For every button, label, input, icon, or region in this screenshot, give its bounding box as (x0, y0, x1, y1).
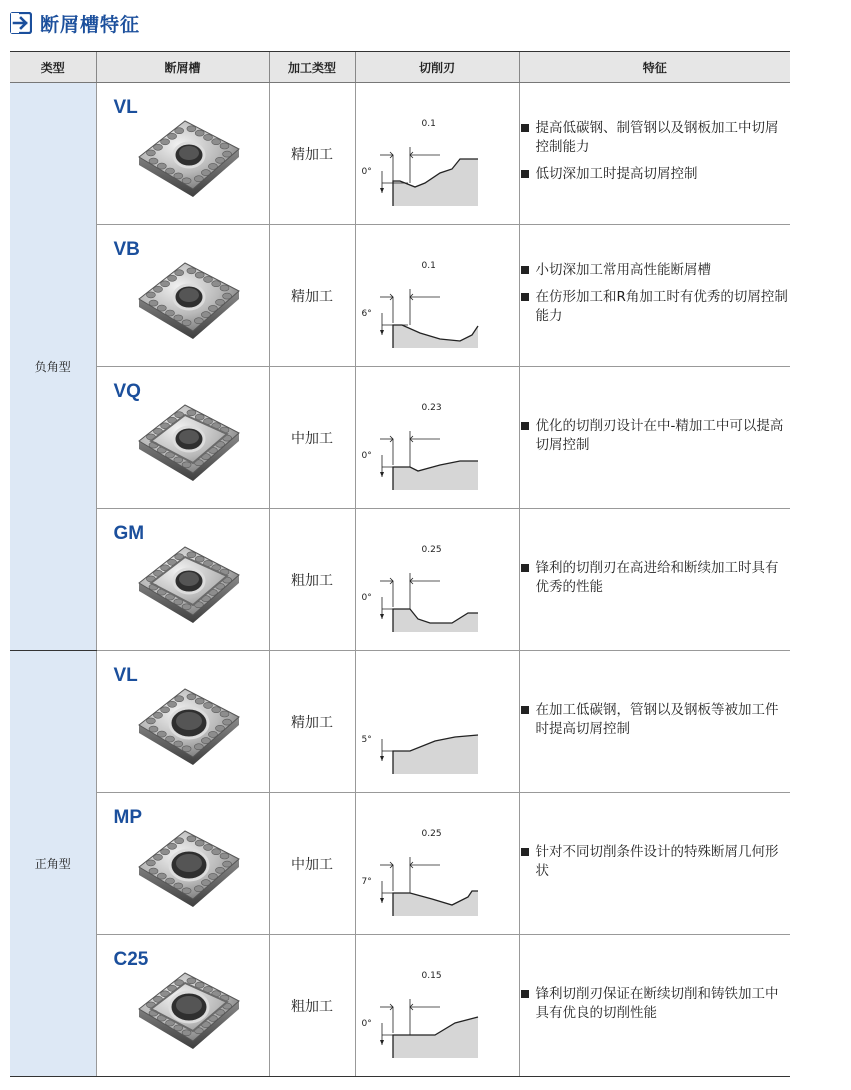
process-label: 精加工 (291, 288, 333, 305)
bullet-square-icon (521, 564, 529, 572)
feature-cell (519, 225, 790, 367)
process-cell (269, 367, 355, 509)
feature-text: 优化的切削刃设计在中-精加工中可以提高切屑控制 (535, 417, 784, 453)
chipbreaker-cell (96, 83, 269, 225)
edge-dimension: 0.25 (421, 829, 442, 839)
feature-text: 锋利切削刃保证在断续切削和铸铁加工中具有优良的切削性能 (535, 985, 779, 1021)
type-cell (10, 651, 96, 1077)
chipbreaker-cell (96, 225, 269, 367)
feature-item (520, 559, 791, 597)
chipbreaker-cell (96, 651, 269, 793)
bullet-square-icon (521, 706, 529, 714)
feature-text: 低切深加工时提高切屑控制 (535, 166, 698, 182)
section-title (10, 8, 140, 38)
process-label: 精加工 (291, 714, 333, 731)
process-label: 中加工 (291, 856, 333, 873)
cutting-edge-diagram (360, 111, 515, 211)
feature-cell (519, 509, 790, 651)
insert-image (127, 255, 247, 347)
chipbreaker-cell (96, 367, 269, 509)
feature-cell (519, 83, 790, 225)
feature-item (520, 261, 791, 280)
process-cell (269, 225, 355, 367)
edge-angle: 5° (361, 735, 372, 745)
bullet-square-icon (521, 293, 529, 301)
feature-item (520, 288, 791, 326)
edge-angle: 0° (361, 1019, 372, 1029)
bullet-square-icon (521, 848, 529, 856)
feature-cell (519, 651, 790, 793)
header-cutting-edge: 切削刃 (355, 52, 519, 83)
insert-image (127, 539, 247, 631)
arrow-right-box-icon (10, 12, 32, 34)
bullet-square-icon (521, 170, 529, 178)
feature-item (520, 417, 791, 455)
feature-item (520, 119, 791, 157)
table-row (10, 509, 790, 651)
feature-text: 提高低碳钢、制管钢以及钢板加工中切屑控制能力 (535, 120, 779, 155)
process-cell (269, 935, 355, 1077)
process-label: 粗加工 (291, 572, 333, 589)
feature-text: 在加工低碳钢，管钢以及钢板等被加工件时提高切屑控制 (535, 701, 779, 737)
table-row (10, 83, 790, 225)
bullet-square-icon (521, 124, 529, 132)
feature-list (520, 701, 791, 739)
bullet-square-icon (521, 990, 529, 998)
cutting-edge-cell (355, 793, 519, 935)
type-label: 正角型 (34, 857, 71, 871)
table-row (10, 651, 790, 793)
feature-text: 小切深加工常用高性能断屑槽 (535, 262, 711, 278)
type-label: 负角型 (34, 360, 71, 374)
process-label: 中加工 (291, 430, 333, 447)
header-chipbreaker: 断屑槽 (96, 52, 269, 83)
chipbreaker-cell (96, 935, 269, 1077)
feature-item (520, 843, 791, 881)
chipbreaker-name: VB (113, 239, 140, 260)
process-cell (269, 83, 355, 225)
feature-item (520, 165, 791, 184)
chipbreaker-name: C25 (113, 949, 149, 970)
table-row (10, 225, 790, 367)
insert-image (127, 965, 247, 1057)
header-type: 类型 (10, 52, 96, 83)
edge-dimension: 0.15 (421, 971, 442, 981)
edge-angle: 6° (361, 309, 372, 319)
process-label: 粗加工 (291, 998, 333, 1015)
cutting-edge-cell (355, 509, 519, 651)
feature-list (520, 559, 791, 597)
cutting-edge-diagram (360, 679, 515, 779)
insert-image (127, 397, 247, 489)
chipbreaker-name: VL (113, 97, 138, 118)
page-title: 断屑槽特征 (40, 13, 141, 36)
process-cell (269, 793, 355, 935)
chipbreaker-name: VQ (113, 381, 141, 402)
feature-list (520, 261, 791, 326)
feature-list (520, 985, 791, 1023)
feature-list (520, 843, 791, 881)
edge-dimension: 0.1 (421, 119, 436, 129)
cutting-edge-cell (355, 83, 519, 225)
chipbreaker-name: VL (113, 665, 138, 686)
feature-cell (519, 793, 790, 935)
table-row (10, 793, 790, 935)
chipbreaker-name: MP (113, 807, 142, 828)
feature-cell (519, 935, 790, 1077)
cutting-edge-cell (355, 225, 519, 367)
feature-list (520, 417, 791, 455)
chipbreaker-cell (96, 509, 269, 651)
cutting-edge-cell (355, 651, 519, 793)
header-feature: 特征 (519, 52, 790, 83)
edge-angle: 7° (361, 877, 372, 887)
cutting-edge-diagram (360, 253, 515, 353)
edge-dimension: 0.23 (421, 403, 442, 413)
feature-text: 在仿形加工和R角加工时有优秀的切屑控制能力 (535, 289, 788, 324)
edge-dimension: 0.25 (421, 545, 442, 555)
bullet-square-icon (521, 266, 529, 274)
chipbreaker-cell (96, 793, 269, 935)
insert-image (127, 113, 247, 205)
cutting-edge-cell (355, 367, 519, 509)
edge-dimension: 0.1 (421, 261, 436, 271)
table-row (10, 935, 790, 1077)
chipbreaker-name: GM (113, 523, 145, 544)
feature-text: 针对不同切削条件设计的特殊断屑几何形状 (535, 843, 779, 879)
feature-text: 锋利的切削刃在高进给和断续加工时具有优秀的性能 (535, 559, 779, 595)
edge-angle: 0° (361, 593, 372, 603)
header-process: 加工类型 (269, 52, 355, 83)
process-cell (269, 509, 355, 651)
cutting-edge-cell (355, 935, 519, 1077)
table-row (10, 367, 790, 509)
insert-image (127, 681, 247, 773)
feature-list (520, 119, 791, 184)
feature-item (520, 701, 791, 739)
bullet-square-icon (521, 422, 529, 430)
process-label: 精加工 (291, 146, 333, 163)
type-cell (10, 83, 96, 651)
chipbreaker-table (10, 51, 790, 1077)
edge-angle: 0° (361, 167, 372, 177)
feature-item (520, 985, 791, 1023)
process-cell (269, 651, 355, 793)
feature-cell (519, 367, 790, 509)
insert-image (127, 823, 247, 915)
table-header-row (10, 52, 790, 83)
edge-angle: 0° (361, 451, 372, 461)
